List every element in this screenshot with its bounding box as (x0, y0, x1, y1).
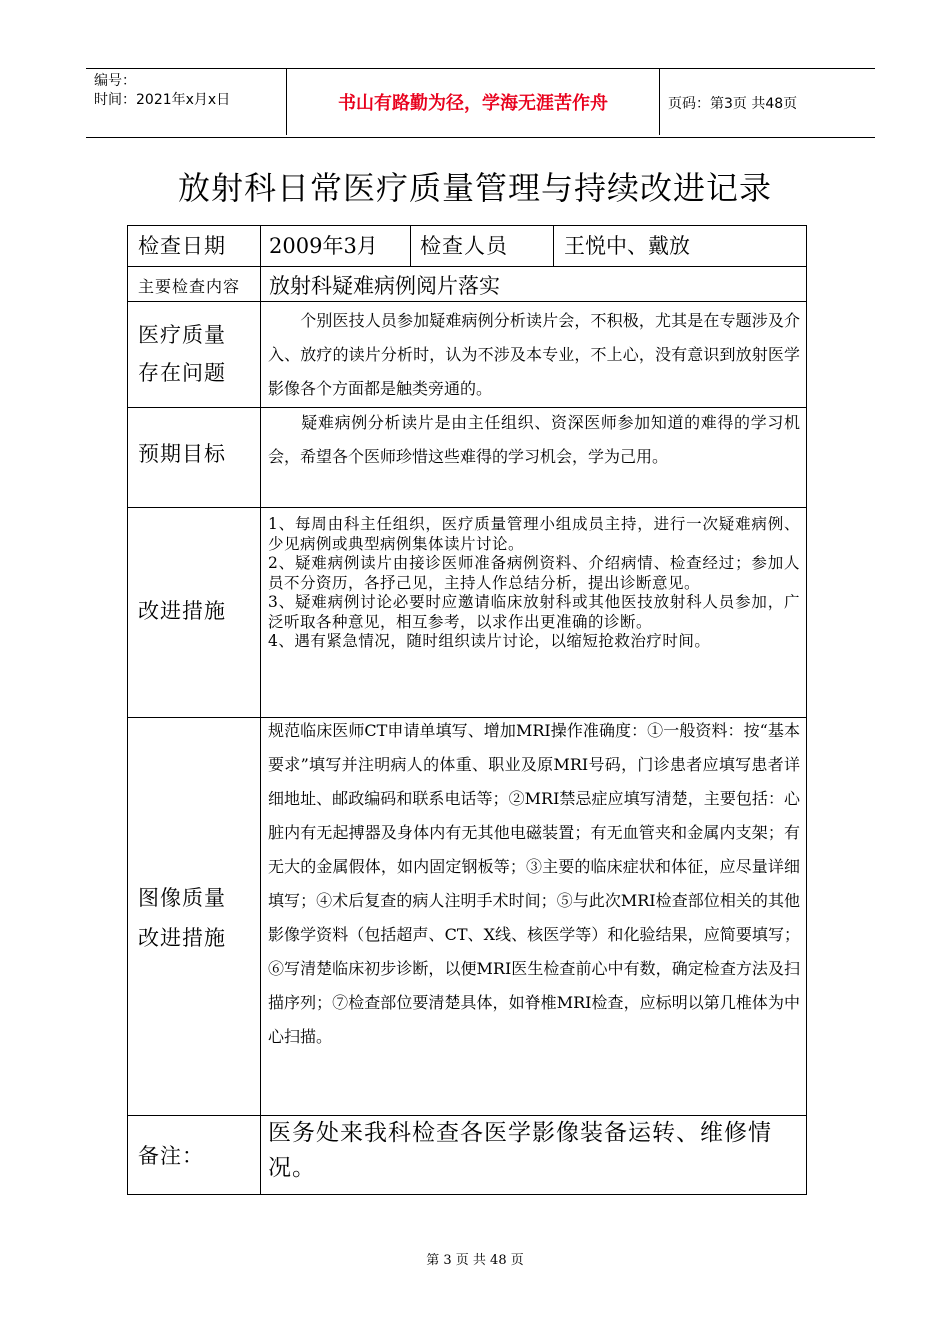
quality-issue-label-line2: 存在问题 (138, 361, 226, 385)
check-date-value: 2009年3月 (269, 234, 378, 258)
main-content-value: 放射科疑难病例阅片落实 (269, 274, 500, 298)
measures-list (268, 515, 800, 652)
document-title: 放射科日常医疗质量管理与持续改进记录 (177, 169, 772, 207)
quality-issue-text: 个别医技人员参加疑难病例分析读片会，不积极，尤其是在专题涉及介入、放疗的读片分析时，认为不涉及本专业，不上心，没有意识到放射医学影像各个方面都是触类旁通的。 (268, 311, 800, 398)
remarks-label: 备注： (138, 1144, 204, 1168)
measure-item: 4、遇有紧急情况，随时组织读片讨论，以缩短抢救治疗时间。 (268, 632, 711, 650)
record-table (127, 225, 807, 1195)
image-quality-text: 规范临床医师CT申请单填写、增加MRI操作准确度：①一般资料：按“基本要求”填写并注明病人的体重、职业及原MRI号码，门诊患者应填写患者详细地址、邮政编码和联系电话等；②MRI禁忌症应填写清楚，主要包括：心脏内有无起搏器及身体内有无其他电磁装置；有无血管夹和金属内支架；有无大的金属假体，如内固定钢板等；③主要的临床症状和体征，应尽量详细填写；④术后复查的病人注明手术时间；⑤与此次MRI检查部位相关的其他影像学资料（包括超声、CT、X线、核医学等）和化验结果，应简要填写；⑥写清楚临床初步诊断，以便MRI医生检查前心中有数，确定检查方法及扫描序列；⑦检查部位要清楚具体，如脊椎MRI检查，应标明以第几椎体为中心扫描。 (268, 721, 800, 1046)
measures-label: 改进措施 (138, 599, 226, 623)
column-divider (553, 226, 554, 266)
image-quality-label-line1: 图像质量 (138, 886, 226, 910)
goal-text: 疑难病例分析读片是由主任组织、资深医师参加知道的难得的学习机会，希望各个医师珍惜这些难得的学习机会，学为己用。 (268, 413, 800, 466)
measure-item: 1、每周由科主任组织，医疗质量管理小组成员主持，进行一次疑难病例、少见病例或典型病例集体读片讨论。 (268, 515, 800, 553)
measure-item: 2、疑难病例读片由接诊医师准备病例资料、介绍病情、检查经过；参加人员不分资历，各抒己见，主持人作总结分析，提出诊断意见。 (268, 554, 800, 592)
image-quality-label-line2: 改进措施 (138, 926, 226, 950)
row-divider (128, 266, 806, 267)
quality-issue-label (138, 316, 226, 392)
inspector-label: 检查人员 (420, 234, 508, 258)
goal-label: 预期目标 (138, 442, 226, 466)
image-quality-label (138, 878, 226, 958)
inspector-value: 王悦中、戴放 (564, 234, 690, 258)
column-divider (260, 226, 261, 1194)
header-page-label: 页码：第3页 共48页 (668, 96, 798, 112)
quality-issue-label-line1: 医疗质量 (138, 323, 226, 347)
document-time-label: 时间：2021年x月x日 (94, 92, 231, 108)
header-meta (94, 72, 230, 110)
check-date-label: 检查日期 (138, 234, 226, 258)
row-divider (128, 507, 806, 508)
header-motto: 书山有路勤为径，学海无涯苦作舟 (286, 69, 660, 135)
page-header (86, 68, 875, 138)
column-divider (410, 226, 411, 266)
row-divider (128, 301, 806, 302)
page-footer: 第 3 页 共 48 页 (426, 1253, 524, 1268)
remarks-text: 医务处来我科检查各医学影像装备运转、维修情况。 (268, 1120, 772, 1181)
measure-item: 3、疑难病例讨论必要时应邀请临床放射科或其他医技放射科人员参加，广泛听取各种意见，相互参考，以求作出更准确的诊断。 (268, 593, 800, 631)
main-content-label: 主要检查内容 (138, 277, 241, 296)
document-number-label: 编号： (94, 73, 136, 89)
